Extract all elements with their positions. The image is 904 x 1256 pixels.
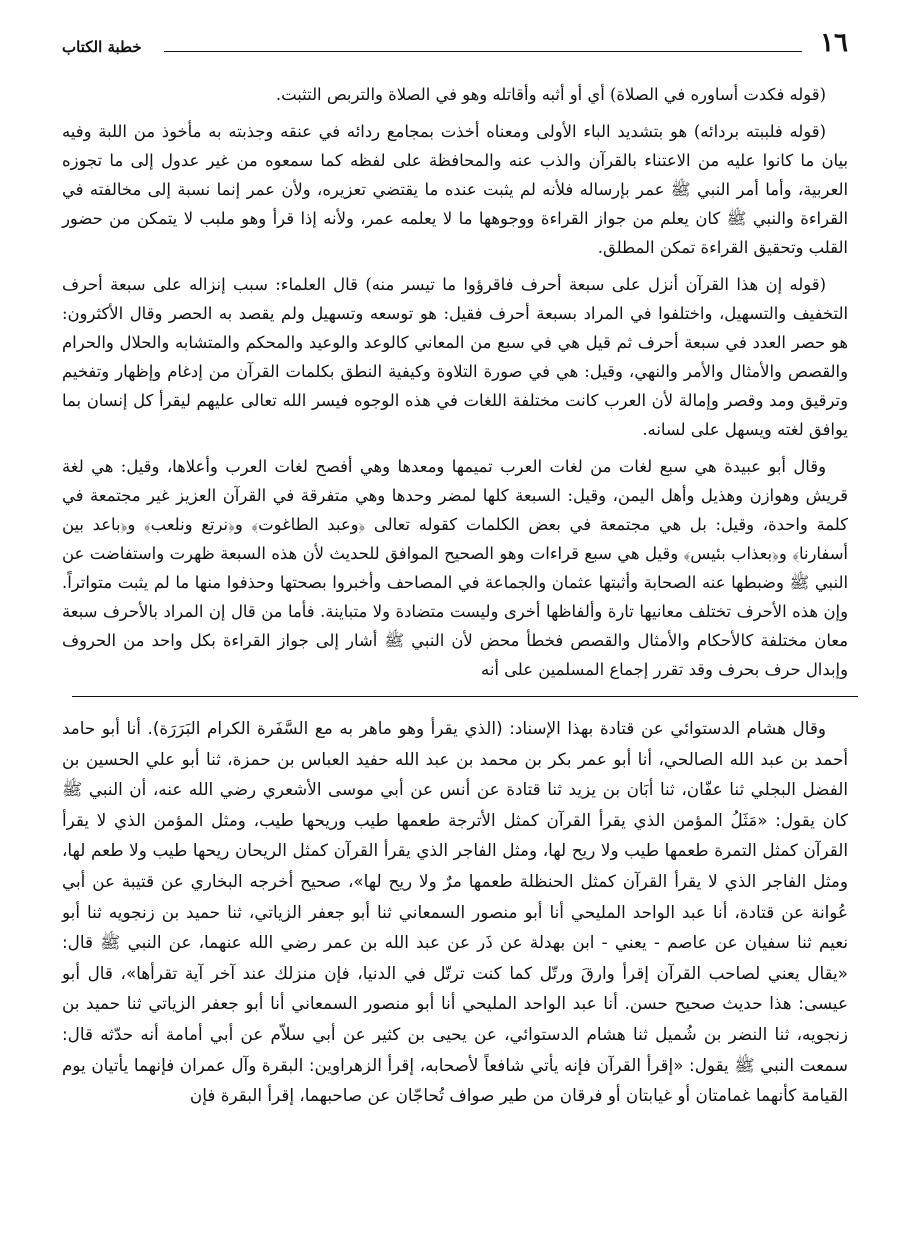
page-number: ١٦ — [820, 28, 848, 58]
header-rule — [164, 51, 802, 52]
main-paragraph: (قوله إن هذا القرآن أنزل على سبعة أحرف فاقرؤوا ما تيسر منه) قال العلماء: سبب إنزاله على سبعة أحرف التخفيف والتسهيل، واختلفوا في المراد بسبعة أحرف فقيل: هو توسعه وتسهيل ولم يقصد به الحصر وقال الأكثرون: هو حصر العدد في سبعة أحرف ثم قيل هي في سبع من المعاني كالوعد والوعيد والمحكم والمتشابه والحلال والحرام والقصص والأمثال والأمر والنهي، وقيل: هي في صورة التلاوة وكيفية النطق بكلمات القرآن من إدغام وإظهار وتفخيم وترقيق ومد وقصر وإمالة لأن العرب كانت مختلفة اللغات في هذه الوجوه فيسر الله تعالى عليهم ليقرأ كل إنسان بما يوافق لغته ويسهل على لسانه. — [62, 275, 848, 439]
book-page — [62, 28, 848, 1238]
footnote-divider — [72, 696, 858, 697]
main-text — [62, 80, 848, 684]
lower-paragraph: وقال هشام الدستوائي عن قتادة بهذا الإسناد: (الذي يقرأ وهو ماهر به مع السَّفَرة الكرام البَرَرَة). أنا أبو حامد أحمد بن عبد الله الصالحي، أنا أبو عمر بكر بن محمد بن عبد الله حفيد العباس بن حمزة، ثنا أبو علي الحسين بن الفضل البجلي ثنا عفّان، ثنا أبَان بن يزيد ثنا قتادة عن أنس عن أبي موسى الأشعري رضي الله عنه، أن النبي ﷺ كان يقول: «مَثَلُ المؤمن الذي يقرأ القرآن كمثل الأترجة طعمها طيب وريحها طيب، ومثل المؤمن الذي لا يقرأ القرآن كمثل التمرة طعمها طيب ولا ريح لها، ومثل الفاجر الذي يقرأ القرآن كمثل الريحان ريحها طيب ولا طعم لها، ومثل الفاجر الذي لا يقرأ القرآن كمثل الحنظلة طعمها مرٌ ولا ريح لها»، صحيح أخرجه البخاري عن قتيبة عن أبي عُوانة عن قتادة، أنا عبد الواحد المليحي أنا أبو منصور السمعاني ثنا أبو جعفر الزياتي، ثنا حميد بن زنجويه ثنا أبو نعيم ثنا سفيان عن عاصم - يعني - ابن بهدلة عن ذَر عن عبد الله بن عمر رضي الله عنهما، عن النبي ﷺ قال: «يقال يعني لصاحب القرآن إقرأ وارقَ ورتّل كما كنت ترتّل في الدنيا، فإن منزلك عند آخر آية تقرأها»، قال أبو عيسى: هذا حديث صحيح حسن. أنا عبد الواحد المليحي أنا أبو منصور السمعاني أنا أبو جعفر الزياتي ثنا حميد بن زنجويه، ثنا النضر بن شُميل ثنا هشام الدستوائي، عن يحيى بن كثير عن أبي سلاّم عن أبي أمامة أنه حدّثه قال: سمعت النبي ﷺ يقول: «إقرأ القرآن فإنه يأتي شافعاً لأصحابه، إقرأ الزهراوين: البقرة وآل عمران فإنهما يأتيان يوم القيامة كأنهما غمامتان أو غيابتان أو فرقان من طير صواف تُحاجّان عن صاحبهما، إقرأ البقرة فإن — [62, 718, 848, 1106]
page-header — [62, 28, 848, 58]
main-paragraph: وقال أبو عبيدة هي سبع لغات من لغات العرب تميمها ومعدها وهي أفصح لغات العرب وأعلاها، وقيل: هي لغة قريش وهوازن وهذيل وأهل اليمن، وقيل: السبعة كلها لمضر وحدها وهي متفرقة في القرآن العزيز غير مجتمعة في كلمة واحدة، وقيل: بل هي مجتمعة في بعض الكلمات كقوله تعالى ﴿وعبد الطاغوت﴾ و﴿نرتع ونلعب﴾ و﴿باعد بين أسفارنا﴾ و﴿بعذاب بئيس﴾ وقيل هي سبع قراءات وهو الصحيح الموافق للحديث لأن هذه السبعة ظهرت واستفاضت عن النبي ﷺ وضبطها عنه الصحابة وأثبتها عثمان والجماعة في المصاحف وأخبروا بصحتها وحذفوا منها ما لم يثبت متواتراً. وإن هذه الأحرف تختلف معانيها تارة وألفاظها أخرى وليست متضادة ولا متباينة. فأما من قال إن المراد بالأحرف سبعة معان مختلفة كالأحكام والأمثال والقصص فخطأ محض لأن النبي ﷺ أشار إلى جواز القراءة بكل واحد من الحروف وإبدال حرف بحرف وقد تقرر إجماع المسلمين على أنه — [62, 457, 848, 679]
running-title: خطبة الكتاب — [62, 38, 142, 56]
main-paragraph: (قوله فلببته بردائه) هو بتشديد الباء الأولى ومعناه أخذت بمجامع ردائه في عنقه وجذبته به مأخوذ من اللبة وفيه بيان ما كانوا عليه من الاعتناء بالقرآن والذب عنه والمحافظة على لفظه كما سمعوه من غير عدول إلى ما تجوزه العربية، وأما أمر النبي ﷺ عمر بإرساله فلأنه لم يثبت عنده ما يقتضي تعزيره، ولأن عمر إنما نسبة إلى مخالفته في القراءة والنبي ﷺ كان يعلم من جواز القراءة ووجوهها ما لا يعلمه عمر، ولأنه إذا قرأ وهو ملبب لا يتمكن من حضور القلب وتحقيق القراءة تمكن المطلق. — [62, 122, 848, 257]
lower-text — [62, 713, 848, 1111]
main-paragraph: (قوله فكدت أساوره في الصلاة) أي أو أثبه وأقاتله وهو في الصلاة والتربص التثبت. — [275, 85, 826, 104]
